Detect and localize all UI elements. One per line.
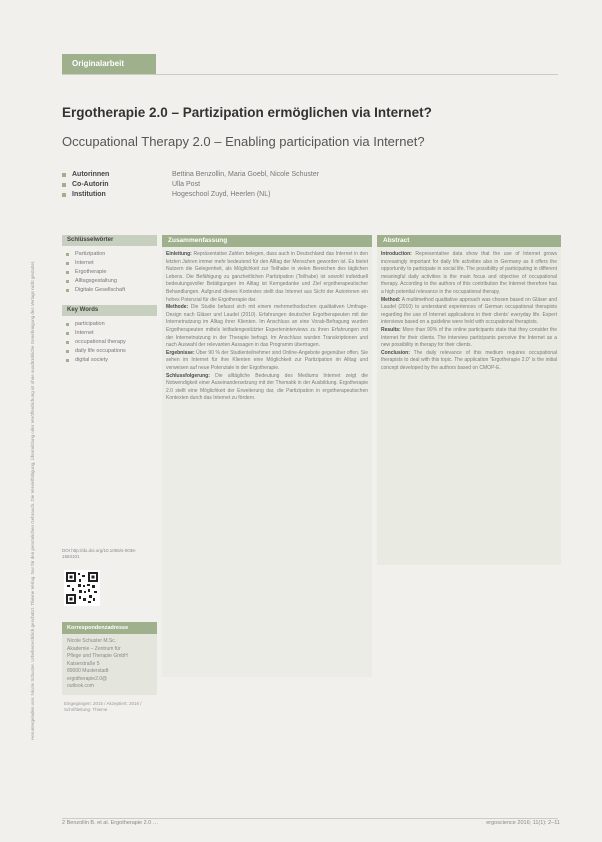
address-line: Kaiserstraße 5 [67,660,100,667]
paragraph-text: Die alltägliche Bedeutung des Mediums Internet zeigt die Notwendigkeit einer Auseinandersetzung mit der Thematik in der Ausbildung. Ergotherapie 2.0 stellt eine Möglichkeit der Erweiterung dar, die Partizipation in ergotherapeutischen Kontexten durch das Internet zu fördern. [166,372,369,402]
list-item: Internet [62,329,157,338]
paragraph-lead: Method: [381,296,401,303]
list-item: Ergotherapie [62,268,157,277]
address-line: Akademie – Zentrum für [67,645,121,652]
paragraph-text: Repräsentative Zahlen belegen, dass auch in Deutschland das Internet in den letzten Jahren immer mehr bedeutend für den Alltag der Menschen geworden ist. Es bietet Nutzern die Gelegenheit, als Möglichkeit zur Teilhabe in vielen Bereichen des täglichen Lebens. Die Befähigung zu ganzheitlichen Partizipation (Teilhabe) ist sowohl individuell bedeutungsvoller Betätigungen im Alltag ist Kerngedanke und Ziel ergotherapeutischer Behandlungen. Aufgrund dieses Kontextes stellt das Internet aus Sicht der Autorinnen ein hohes Potenzial für die Ergotherapie dar. [166,251,368,303]
address-line-email[interactable]: ergotherapie2.0@ [67,675,108,682]
zusammenfassung-column [162,235,372,677]
paragraph-text: Über 90 % der Studienteilnehmer sind Online-Angebote gegenüber offen. Sie sehen im Internet für ihre Klienten eine Möglichkeit zur Partizipation im Alltag und verweisen auf neue Potenziale in der Ergotherapie. [166,349,369,371]
header-divider [62,74,558,75]
list-item: Partizipation [62,250,157,259]
paragraph-lead: Ergebnisse: [166,349,195,356]
abstract-column [377,235,561,565]
copyright-side-text: Heruntergeladen von: Nicole Schuster. Urheberrechtlich geschützt. Thieme Verlag. Nur für den persönlichen Gebrauch. Die Vervielfältigung, Übermittlung oder Veröffentlichung ist ohne ausdrückliche Genehmigung des Verlags nicht gestattet. [30,260,35,740]
article-title-english: Occupational Therapy 2.0 – Enabling participation via Internet? [62,134,425,149]
address-line-email[interactable]: outlook.com [67,683,94,689]
meta-value: Hogeschool Zuyd, Heerlen (NL) [172,191,271,198]
schluesselwoerter-list [62,250,157,295]
abstract-heading: Abstract [377,235,561,247]
list-item: Alltagsgestaltung [62,277,157,286]
paragraph-text: Die Studie befasst sich mit einem mehrmethodischen qualitativen Umfrage-Design nach Gläser und Laudel (2010). Erfahrungen deutscher Ergotherapeuten mit der Internetnutzung im Alltag ihrer Klienten. Im Anschluss an eine Vorab-Befragung wurden Ergotherapeuten mittels leitfadengestützter Experteninterviews zu ihren Erfahrungen mit der Internetnutzung in der Therapie befragt. Im Anschluss wurden Transkriptionen und nach Auswahl der relevanten Aussagen in das Programm übertragen. [166,304,368,349]
meta-row-coauthor [62,180,319,190]
paragraph [381,327,557,350]
footer-citation: 2 Benzollin B. et al. Ergotherapie 2.0 … [62,820,159,826]
zusammenfassung-heading: Zusammenfassung [162,235,372,247]
list-item: digital society [62,356,157,365]
correspondence-heading: Korrespondenzadresse [62,622,157,634]
list-item: participation [62,320,157,329]
paragraph [166,304,368,350]
paragraph-lead: Einleitung: [166,251,192,257]
meta-label: Autorinnen [72,171,110,178]
article-title-german: Ergotherapie 2.0 – Partizipation ermöglichen via Internet? [62,105,432,120]
abstract-body [377,247,561,565]
correspondence-address [62,634,157,695]
footer-divider [62,818,558,819]
correspondence-box [62,622,157,713]
key-words-list [62,320,157,365]
doi-block [62,548,152,611]
schluesselwoerter-heading: Schlüsselwörter [62,235,157,246]
zusammenfassung-body [162,247,372,677]
section-tag: Originalarbeit [62,54,156,74]
address-line: 89000 Musterstadt [67,668,109,674]
footer-journal: ergoscience 2016; 11(1): 2–11 [486,820,560,826]
key-words-heading: Key Words [62,305,157,316]
list-item: occupational therapy [62,338,157,347]
paragraph-lead: Results: [381,326,401,333]
paragraph-lead: Schlussfolgerung: [166,372,210,379]
meta-value: Ulla Post [172,181,201,188]
list-item: Internet [62,259,157,268]
paragraph [381,297,557,327]
meta-row-authors [62,170,319,180]
paragraph [381,350,557,373]
paragraph-text: More than 90% of the online participants state that they consider the Internet for their clients. The interview participants perceive the Internet as a new possibility in therapy for their clients. [381,326,557,349]
list-item: Digitale Gesellschaft [62,286,157,295]
keywords-column [62,235,157,375]
meta-value: Bettina Benzollin, Maria Goebl, Nicole Schuster [172,171,320,178]
paragraph-text: The daily relevance of this medium requires occupational therapists to deal with this topic. The application “Ergotherapie 2.0” is the initial concept developed by the authors based on CMOP-E. [381,349,557,371]
address-line: Nicole Schuster M.Sc. [67,638,117,644]
meta-row-institution [62,190,319,200]
paragraph-text: Representative data show that the use of Internet grows increasingly important for daily life activities also in Germany as it offers the opportunity to participate in social life. The possibility of participating in different meaningful daily activities is the main focus and objective of occupational therapy. According to the authors of this contribution the Internet therefore has a high potential relevance in the occupational therapy. [381,251,557,295]
paragraph-lead: Introduction: [381,251,412,257]
meta-label: Institution [72,191,106,198]
address-line: Pflege und Therapie GmbH [67,653,128,659]
doi-text[interactable]: DOI http://dx.doi.org/10.1055/s-0036-1583101 [62,548,137,559]
paragraph-lead: Conclusion: [381,349,410,356]
bullet-square-icon [62,183,66,187]
list-item: daily life occupations [62,347,157,356]
received-note: Eingegangen: 2015 / Akzeptiert: 2016 / Schriftleitung: Thieme [64,700,142,712]
meta-label: Co-Autorin [72,181,109,188]
paragraph [166,350,368,373]
paragraph [166,251,368,304]
paragraph [166,373,368,403]
article-meta [62,170,319,200]
paragraph-text: A multimethod qualitative approach was chosen based on Gläser and Laudel (2010) to understand experiences of German occupational therapists regarding the use of Internet applications in their clients’ everyday life. Expert interviews based on a guideline were held with occupational therapists. [381,296,557,326]
paragraph-lead: Methode: [166,304,189,311]
bullet-square-icon [62,173,66,177]
bullet-square-icon [62,193,66,197]
paragraph [381,251,557,297]
qr-code-icon [64,570,100,606]
